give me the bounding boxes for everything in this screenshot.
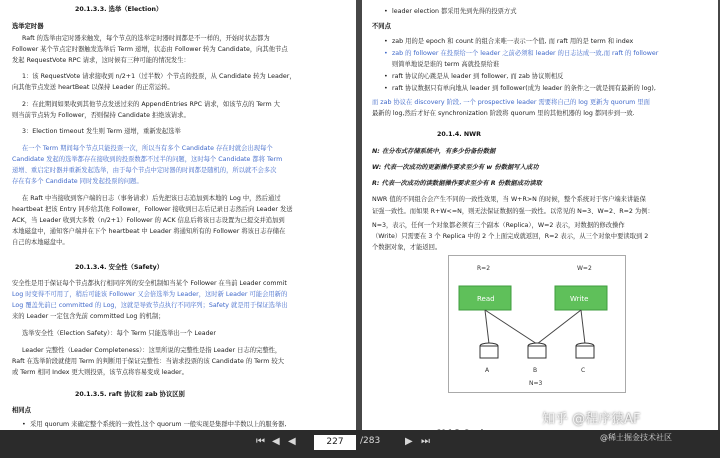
nwr-heading: 20.1.4. NWR [437,131,481,138]
nwr-diagram [448,255,626,393]
storage-node-c-body [576,346,594,358]
total-pages: /283 [360,436,381,446]
edge [485,310,537,344]
different-points-title: 不同点 [372,23,391,30]
watermark-sub: @稀土掘金技术社区 [600,433,672,442]
left-page: 20.1.3.3. 选举（Election） 选举定时器 Raft 的选举由定时器来触发，每个节点的选举定时器时间都是不一样的，开始时状态都为 Follower 某个节点定时器触发选举后 Term 递增，状态由 Follower 转为 Candidate，向其他节点 发起 RequestVote RPC 请求，这时候有三种可能的情况发生： 1：该 RequestVote 请求接收到 n/2+1（过半数）个节点的投票，从 Candidate 转为 Leader， 向其他节点发送 heartBeat 以保持 Leader 的正常运转。 2：在此期间如果收到其他节点发送过来的 AppendEntries RPC 请求，如该节点的 Term 大 则当前节点转为 Follower，否则保持 Candidate 拒绝该请求。 3：Election timeout 发生则 Term 递增，重新发起选举 在一个 Term 期间每个节点只能投票一次，所以当有多个 Candidate 存在时就会出现每个 Candidate 发起的选举都存在接收到的投票数都不过半的问题，这时每个 Candidate 都将 Term 递增、重启定时器并重新发起选举，由于每个节点中定时器的时间都是随机的，所以就不会多次 存在有多个 Candidate 同时发起投票的问题。 在 Raft 中当接收到客户端的日志（事务请求）后先把该日志追加到本地的 Log 中，然后通过 heartbeat 把该 Entry 同步给其他 Follower，Follower 接收到日志后记录日志然后向 Leader 发送 ACK，当 Leader 收到大多数（n/2+1）Follower 的 ACK 信息后将该日志设置为已提交并追加到 本地磁盘中，通知客户端并在下个 heartbeat 中 Leader 将通知所有的 Follower 将该日志存储在 自己的本地磁盘中。 20.1.3.4. 安全性（Safety） 安全性是用于保证每个节点都执行相同序列的安全机制如当某个 Follower 在当前 Leader commit Log 时变得不可用了，稍后可能该 Follower 又会倍选举为 Leader，这时新 Leader 可能会用新的 Log 覆盖先前已 committed 的 Log，这就是导致节点执行不同序列；Safety 就是用于保证选举出 来的 Leader 一定包含先前 committed Log 的机制； 选举安全性（Election Safety）：每个 Term 只能选举出一个 Leader Leader 完整性（Leader Completeness）：这里所说的完整性是指 Leader 日志的完整性， Raft 在选举阶段就使用 Term 的判断用于保证完整性：当请求投票的该 Candidate 的 Term 较大 或 Term 相同 Index 更大则投票，该节点将容易变成 leader。 20.1.3.5. raft 协议和 zab 协议区别 相同点 • 采用 quorum 来确定整个系统的一致性,这个 quorum 一般实现是集群中半数以上的服务器, [0,0,356,430]
edge [537,310,581,344]
same-points-title: 相同点 [12,407,31,414]
storage-node-b-body [528,346,546,358]
current-page-input[interactable]: 227 [314,435,356,450]
next-page-icon[interactable]: ▶ [405,436,413,447]
edge [485,310,489,344]
node-b-label: B [533,367,538,374]
w2-label: W=2 [577,265,592,272]
right-page: • leader election 都采用先到先得的投票方式 不同点 • zab 用的是 epoch 和 count 的组合来唯一表示一个值, 而 raft 用的是 term 和 index • zab 的 follower 在投票给一个 leader 之前必须和 leader 的日志达成一致,而 raft 的 follower 则简单地说是谁的 term 高就投票给谁 • raft 协议的心跳是从 leader 到 follower, 而 zab 协议则相反 • raft 协议数据只有单向地从 leader 到 follower(成为 leader 的条件之一就是拥有最新的 log), 而 zab 协议在 discovery 阶段, 一个 prospective leader 需要将自己的 log 更新为 quorum 里面 最新的 log,然后才好在 synchronization 阶段将 quorum 里的其他机器的 log 都同步到一致. 20.1.4. NWR N: 在分布式存储系统中，有多少份备份数据 W: 代表一次成功的更新操作要求至少有 w 份数据写入成功 R: 代表一次成功的读数据操作要求至少有 R 份数据成功读取 NWR 值的不同组合会产生不同的一致性效果，当 W+R>N 的时候，整个系统对于客户端来讲能保 证强一致性。而如果 R+W<=N，则无法保证数据的强一致性。以常见的 N=3、W=2、R=2 为例： N=3，表示，任何一个对象都必须有三个副本（Replica），W=2 表示，对数据的修改操作 （Write）只需要在 3 个 Replica 中的 2 个上面完成就返回，R=2 表示，从三个对象中要读取到 2 个数据对象，才能返回。 [362,0,718,430]
nwr-diagram-svg [449,256,625,392]
write-text: Write [570,295,589,303]
safety-heading: 20.1.3.4. 安全性（Safety） [75,264,164,271]
node-c-label: C [581,367,586,374]
n3-label: N=3 [529,380,543,387]
r2-label: R=2 [477,265,491,272]
prev-page-icon[interactable]: ◀ [272,436,280,447]
storage-node-a-body [480,346,498,358]
raft-zab-heading: 20.1.3.5. raft 协议和 zab 协议区别 [75,391,185,398]
election-heading: 20.1.3.3. 选举（Election） [75,6,163,13]
election-timer-title: 选举定时器 [12,23,44,30]
read-text: Read [477,295,495,303]
edge [581,310,585,344]
node-a-label: A [485,367,490,374]
watermark: 知乎 @程序猿AF [542,412,641,427]
zoom-out-icon[interactable]: ◀ [288,436,296,447]
first-page-icon[interactable]: ⏮ [256,436,265,447]
last-page-icon[interactable]: ⏭ [421,436,430,447]
